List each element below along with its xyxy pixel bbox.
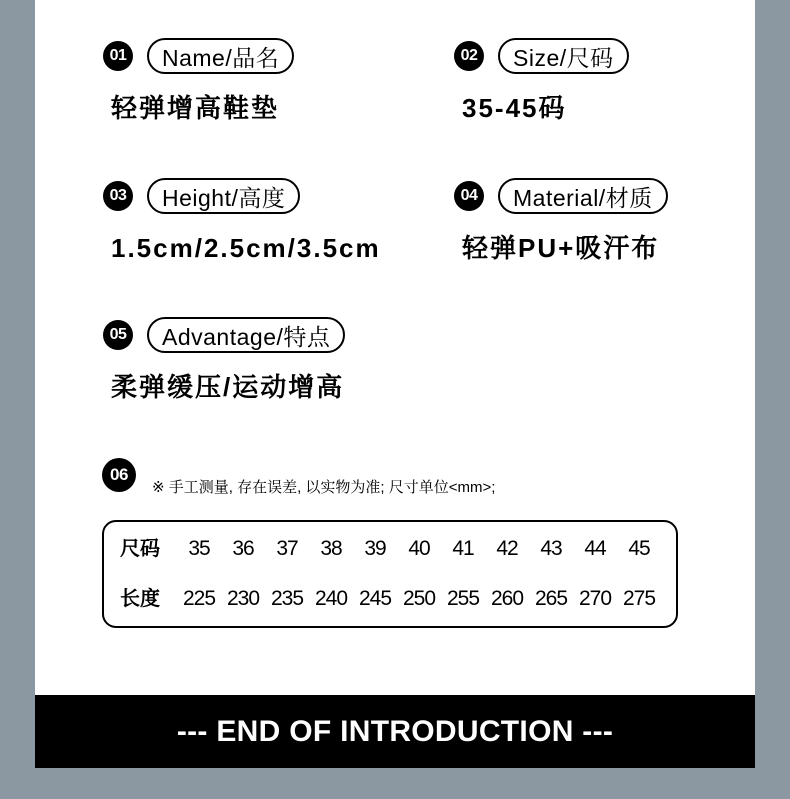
- spec-advantage: [103, 317, 423, 412]
- size-cell: 43: [540, 537, 562, 560]
- size-cell: 38: [320, 537, 342, 560]
- size-cell: 42: [496, 537, 518, 560]
- length-cell: 275: [622, 587, 656, 610]
- spec-size: [454, 38, 774, 133]
- size-cell: 41: [452, 537, 474, 560]
- spec-value: 1.5cm/2.5cm/3.5cm: [111, 233, 381, 263]
- spec-number-badge: 02: [454, 41, 484, 71]
- spec-name: [103, 38, 423, 133]
- spec-label-pill: Height/高度: [147, 178, 300, 214]
- size-cell: 40: [408, 537, 430, 560]
- size-chart-table: [102, 520, 678, 628]
- length-cell: 245: [358, 587, 392, 610]
- spec-value: 轻弹增高鞋垫: [111, 93, 280, 123]
- spec-value: 柔弹缓压/运动增高: [111, 372, 345, 402]
- spec-label-pill: Advantage/特点: [147, 317, 345, 353]
- spec-number-badge: 03: [103, 181, 133, 211]
- size-cell: 39: [364, 537, 386, 560]
- size-chart-note: ※ 手工测量, 存在误差, 以实物为准; 尺寸单位<mm>;: [152, 479, 496, 496]
- length-row-label: 长度: [120, 588, 160, 610]
- length-cell: 265: [534, 587, 568, 610]
- spec-label-pill: Name/品名: [147, 38, 294, 74]
- spec-label-pill: Material/材质: [498, 178, 668, 214]
- length-cell: 235: [270, 587, 304, 610]
- spec-number-badge: 05: [103, 320, 133, 350]
- spec-value: 轻弹PU+吸汗布: [462, 233, 660, 263]
- end-banner: [35, 695, 755, 768]
- length-row: [104, 579, 676, 619]
- length-row-cells: [177, 579, 661, 619]
- size-cell: 37: [276, 537, 298, 560]
- spec-number-badge: 04: [454, 181, 484, 211]
- length-cell: 225: [182, 587, 216, 610]
- length-cell: 260: [490, 587, 524, 610]
- length-cell: 250: [402, 587, 436, 610]
- length-cell: 270: [578, 587, 612, 610]
- size-cell: 45: [628, 537, 650, 560]
- size-row: [104, 529, 676, 569]
- spec-value: 35-45码: [462, 93, 567, 123]
- spec-number-badge: 01: [103, 41, 133, 71]
- length-cell: 230: [226, 587, 260, 610]
- end-banner-text: --- END OF INTRODUCTION ---: [176, 714, 614, 748]
- size-row-cells: [177, 529, 661, 569]
- size-chart-number-badge: 06: [102, 458, 136, 492]
- size-cell: 36: [232, 537, 254, 560]
- length-cell: 240: [314, 587, 348, 610]
- size-cell: 35: [188, 537, 210, 560]
- spec-label-pill: Size/尺码: [498, 38, 629, 74]
- spec-material: [454, 178, 774, 273]
- spec-height: [103, 178, 423, 273]
- length-cell: 255: [446, 587, 480, 610]
- size-cell: 44: [584, 537, 606, 560]
- size-row-label: 尺码: [120, 538, 160, 560]
